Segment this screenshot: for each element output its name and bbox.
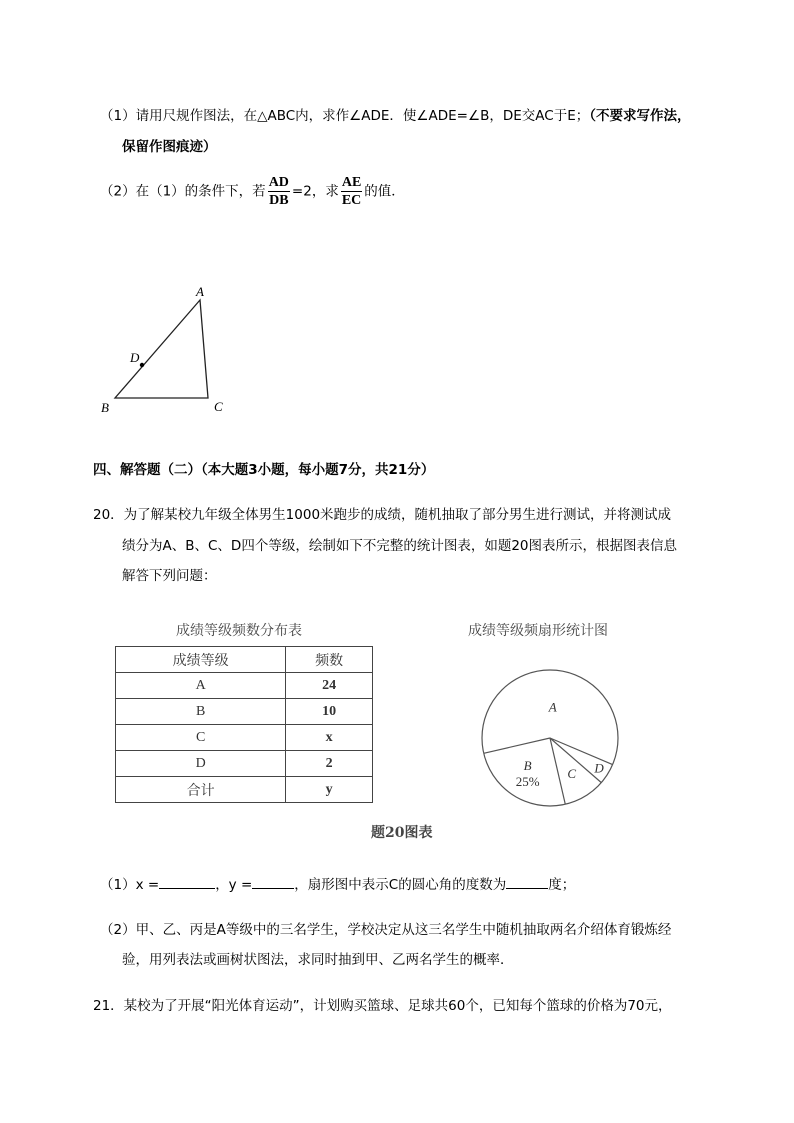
table-row [116, 751, 373, 777]
q20-line1: 20．为了解某校九年级全体男生1000米跑步的成绩，随机抽取了部分男生进行测试，并将测试成 [93, 507, 672, 523]
cell: 合计 [116, 777, 286, 803]
frequency-table [115, 646, 373, 803]
q21-line1: 21．某校为了开展“阳光体育运动”，计划购买篮球、足球共60个，已知每个篮球的价格为70元， [93, 998, 672, 1014]
table-row [116, 725, 373, 751]
q19-part2-mid: =2，求 [291, 183, 339, 200]
q20-line2: 绩分为A、B、C、D四个等级，绘制如下不完整的统计图表，如题20图表所示，根据图表信息 [122, 538, 677, 554]
pie-label-C: C [567, 766, 577, 782]
table-row [116, 673, 373, 699]
table-title: 成绩等级频数分布表 [176, 623, 302, 639]
cell: C [116, 725, 286, 751]
sub1-angle-label: ，扇形图中表示C的圆心角的度数为 [294, 877, 507, 893]
figure-caption: 题20图表 [371, 825, 433, 841]
cell: A [116, 673, 286, 699]
q20-sub2-line1: （2）甲、乙、丙是A等级中的三名学生，学校决定从这三名学生中随机抽取两名介绍体育锻炼经 [100, 922, 672, 938]
angle-answer-blank[interactable] [506, 876, 548, 889]
section-heading: 四、解答题（二）（本大题3小题，每小题7分，共21分） [93, 462, 435, 478]
q19-part1-text: （1）请用尺规作图法，在△ABC内，求作∠ADE．使∠ADE=∠B，DE交AC于E； [100, 108, 590, 124]
pie-slice-boundary-B [550, 738, 565, 804]
label-d: D [130, 350, 140, 365]
x-answer-blank[interactable] [159, 876, 215, 889]
pie-title: 成绩等级频扇形统计图 [468, 623, 608, 639]
frac2-den: EC [341, 193, 362, 208]
frac1-num: AD [268, 175, 289, 190]
cell: D [116, 751, 286, 777]
frac2-num: AE [341, 175, 362, 190]
table-row [116, 699, 373, 725]
q20-line3: 解答下列问题： [122, 568, 217, 584]
cell: y [286, 777, 373, 803]
sub1-x-label: （1）x = [100, 877, 160, 893]
point-d [140, 363, 144, 367]
label-b: B [101, 400, 109, 415]
header-frequency: 频数 [286, 647, 373, 673]
cell: 2 [286, 751, 373, 777]
pie-label-D: D [594, 760, 604, 776]
q19-part2-prefix: （2）在（1）的条件下，若 [100, 183, 266, 200]
cell: x [286, 725, 373, 751]
label-c: C [214, 399, 223, 414]
cell: 24 [286, 673, 373, 699]
pie-label-A: A [548, 699, 557, 715]
header-grade: 成绩等级 [116, 647, 286, 673]
q19-part2-suffix: 的值． [364, 183, 405, 200]
pie-slice-boundary-A [484, 738, 550, 753]
frac1-den: DB [269, 193, 289, 208]
q19-part1-bold-line2: 保留作图痕迹） [122, 139, 217, 155]
table-row [116, 777, 373, 803]
cell: B [116, 699, 286, 725]
cell: 10 [286, 699, 373, 725]
q20-sub2-line2: 验，用列表法或画树状图法，求同时抽到甲、乙两名学生的概率． [122, 952, 514, 968]
table-header-row [116, 647, 373, 673]
q19-part1-bold: （不要求写作法， [589, 108, 691, 124]
triangle-abc [115, 300, 208, 398]
pie-chart [470, 660, 630, 820]
sub1-y-label: ，y = [215, 877, 253, 893]
pie-label-B: B [523, 757, 532, 773]
sub1-suffix: 度； [548, 877, 576, 893]
label-a: A [196, 284, 204, 299]
y-answer-blank[interactable] [252, 876, 294, 889]
q20-sub1 [100, 873, 575, 893]
pie-percent-B: 25% [515, 773, 540, 789]
